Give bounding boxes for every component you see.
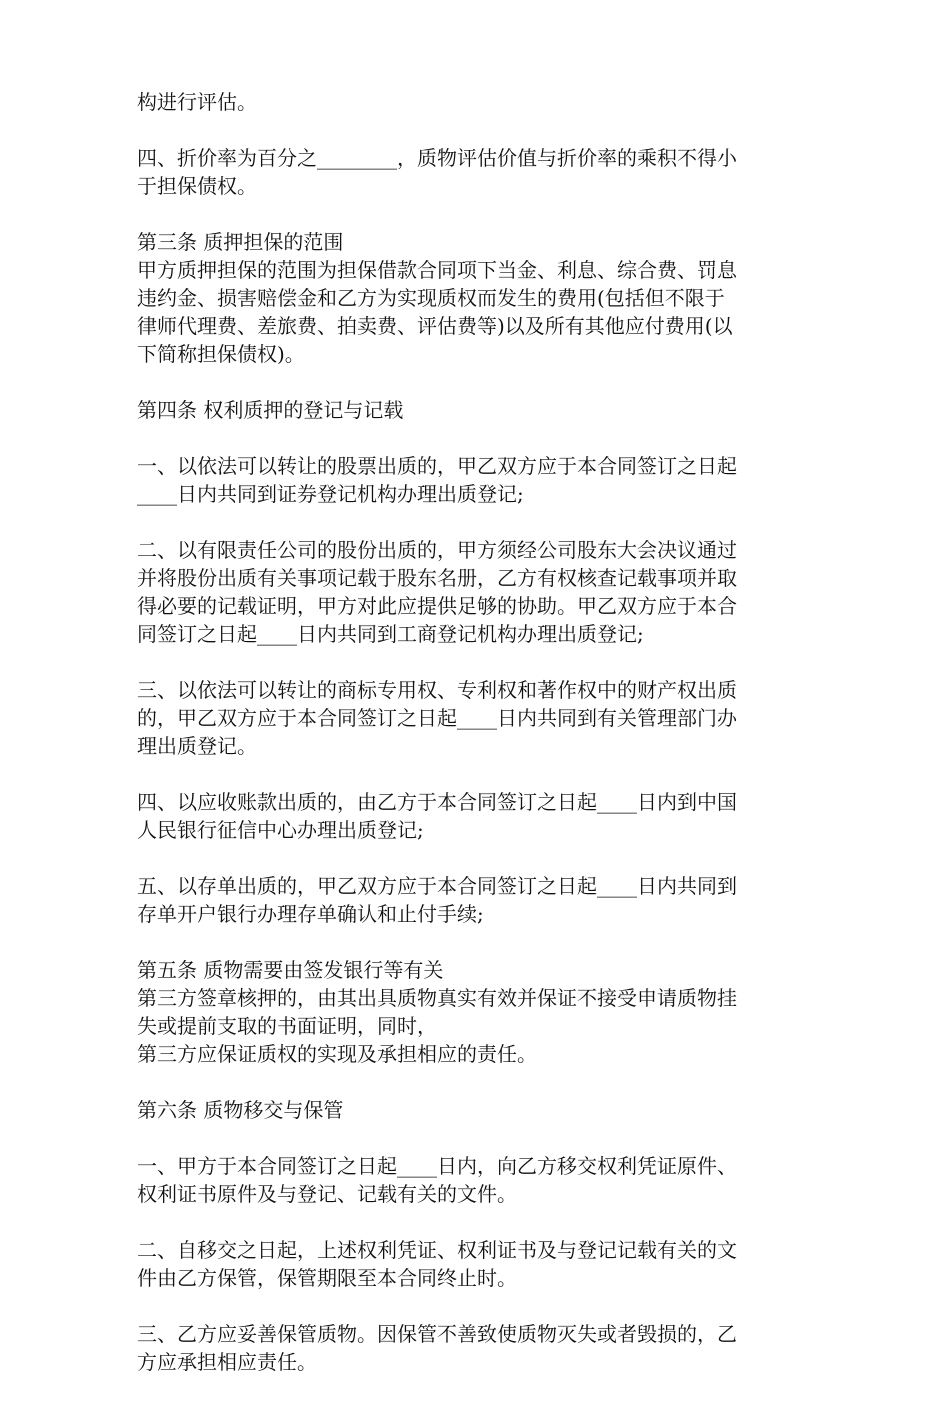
paragraph-line: 四、折价率为百分之________，质物评估价值与折价率的乘积不得小 bbox=[137, 146, 737, 170]
paragraph-line: 违约金、损害赔偿金和乙方为实现质权而发生的费用(包括但不限于 bbox=[137, 286, 725, 310]
paragraph-line: 方应承担相应责任。 bbox=[137, 1350, 317, 1374]
paragraph-line: 件由乙方保管，保管期限至本合同终止时。 bbox=[137, 1266, 517, 1290]
document-paragraph bbox=[137, 1320, 817, 1376]
document-page bbox=[137, 88, 817, 1404]
paragraph-line: 权利证书原件及与登记、记载有关的文件。 bbox=[137, 1182, 517, 1206]
document-paragraph bbox=[137, 676, 817, 760]
paragraph-line: ____日内共同到证券登记机构办理出质登记; bbox=[137, 482, 524, 506]
paragraph-line: 并将股份出质有关事项记载于股东名册，乙方有权核查记载事项并取 bbox=[137, 566, 737, 590]
document-paragraph bbox=[137, 536, 817, 648]
document-paragraph bbox=[137, 396, 817, 424]
paragraph-line: 甲方质押担保的范围为担保借款合同项下当金、利息、综合费、罚息 bbox=[137, 258, 737, 282]
paragraph-line: 二、以有限责任公司的股份出质的，甲方须经公司股东大会决议通过 bbox=[137, 538, 737, 562]
paragraph-line: 构进行评估。 bbox=[137, 90, 257, 114]
paragraph-line: 一、以依法可以转让的股票出质的，甲乙双方应于本合同签订之日起 bbox=[137, 454, 737, 478]
paragraph-line: 第三条 质押担保的范围 bbox=[137, 230, 344, 254]
paragraph-line: 理出质登记。 bbox=[137, 734, 257, 758]
document-paragraph bbox=[137, 788, 817, 844]
paragraph-line: 第五条 质物需要由签发银行等有关 bbox=[137, 958, 444, 982]
document-paragraph bbox=[137, 452, 817, 508]
paragraph-line: 五、以存单出质的，甲乙双方应于本合同签订之日起____日内共同到 bbox=[137, 874, 737, 898]
paragraph-line: 于担保债权。 bbox=[137, 174, 257, 198]
paragraph-line: 律师代理费、差旅费、拍卖费、评估费等)以及所有其他应付费用(以 bbox=[137, 314, 733, 338]
paragraph-line: 下简称担保债权)。 bbox=[137, 342, 305, 366]
paragraph-line: 人民银行征信中心办理出质登记; bbox=[137, 818, 424, 842]
paragraph-line: 第四条 权利质押的登记与记载 bbox=[137, 398, 404, 422]
paragraph-line: 三、乙方应妥善保管质物。因保管不善致使质物灭失或者毁损的，乙 bbox=[137, 1322, 737, 1346]
paragraph-line: 三、以依法可以转让的商标专用权、专利权和著作权中的财产权出质 bbox=[137, 678, 737, 702]
paragraph-line: 同签订之日起____日内共同到工商登记机构办理出质登记; bbox=[137, 622, 644, 646]
document-paragraph bbox=[137, 88, 817, 116]
paragraph-line: 存单开户银行办理存单确认和止付手续; bbox=[137, 902, 484, 926]
paragraph-line: 第三方签章核押的，由其出具质物真实有效并保证不接受申请质物挂 bbox=[137, 986, 737, 1010]
document-paragraph bbox=[137, 956, 817, 1068]
paragraph-line: 四、以应收账款出质的，由乙方于本合同签订之日起____日内到中国 bbox=[137, 790, 737, 814]
paragraph-line: 得必要的记载证明，甲方对此应提供足够的协助。甲乙双方应于本合 bbox=[137, 594, 737, 618]
document-paragraph bbox=[137, 872, 817, 928]
paragraph-line: 第三方应保证质权的实现及承担相应的责任。 bbox=[137, 1042, 537, 1066]
document-paragraph bbox=[137, 1152, 817, 1208]
document-paragraph bbox=[137, 228, 817, 368]
paragraph-line: 的，甲乙双方应于本合同签订之日起____日内共同到有关管理部门办 bbox=[137, 706, 737, 730]
document-paragraph bbox=[137, 144, 817, 200]
paragraph-line: 第六条 质物移交与保管 bbox=[137, 1098, 344, 1122]
paragraph-line: 失或提前支取的书面证明，同时， bbox=[137, 1014, 437, 1038]
paragraph-line: 二、自移交之日起，上述权利凭证、权利证书及与登记记载有关的文 bbox=[137, 1238, 737, 1262]
document-paragraph bbox=[137, 1236, 817, 1292]
paragraph-line: 一、甲方于本合同签订之日起____日内，向乙方移交权利凭证原件、 bbox=[137, 1154, 737, 1178]
document-paragraph bbox=[137, 1096, 817, 1124]
